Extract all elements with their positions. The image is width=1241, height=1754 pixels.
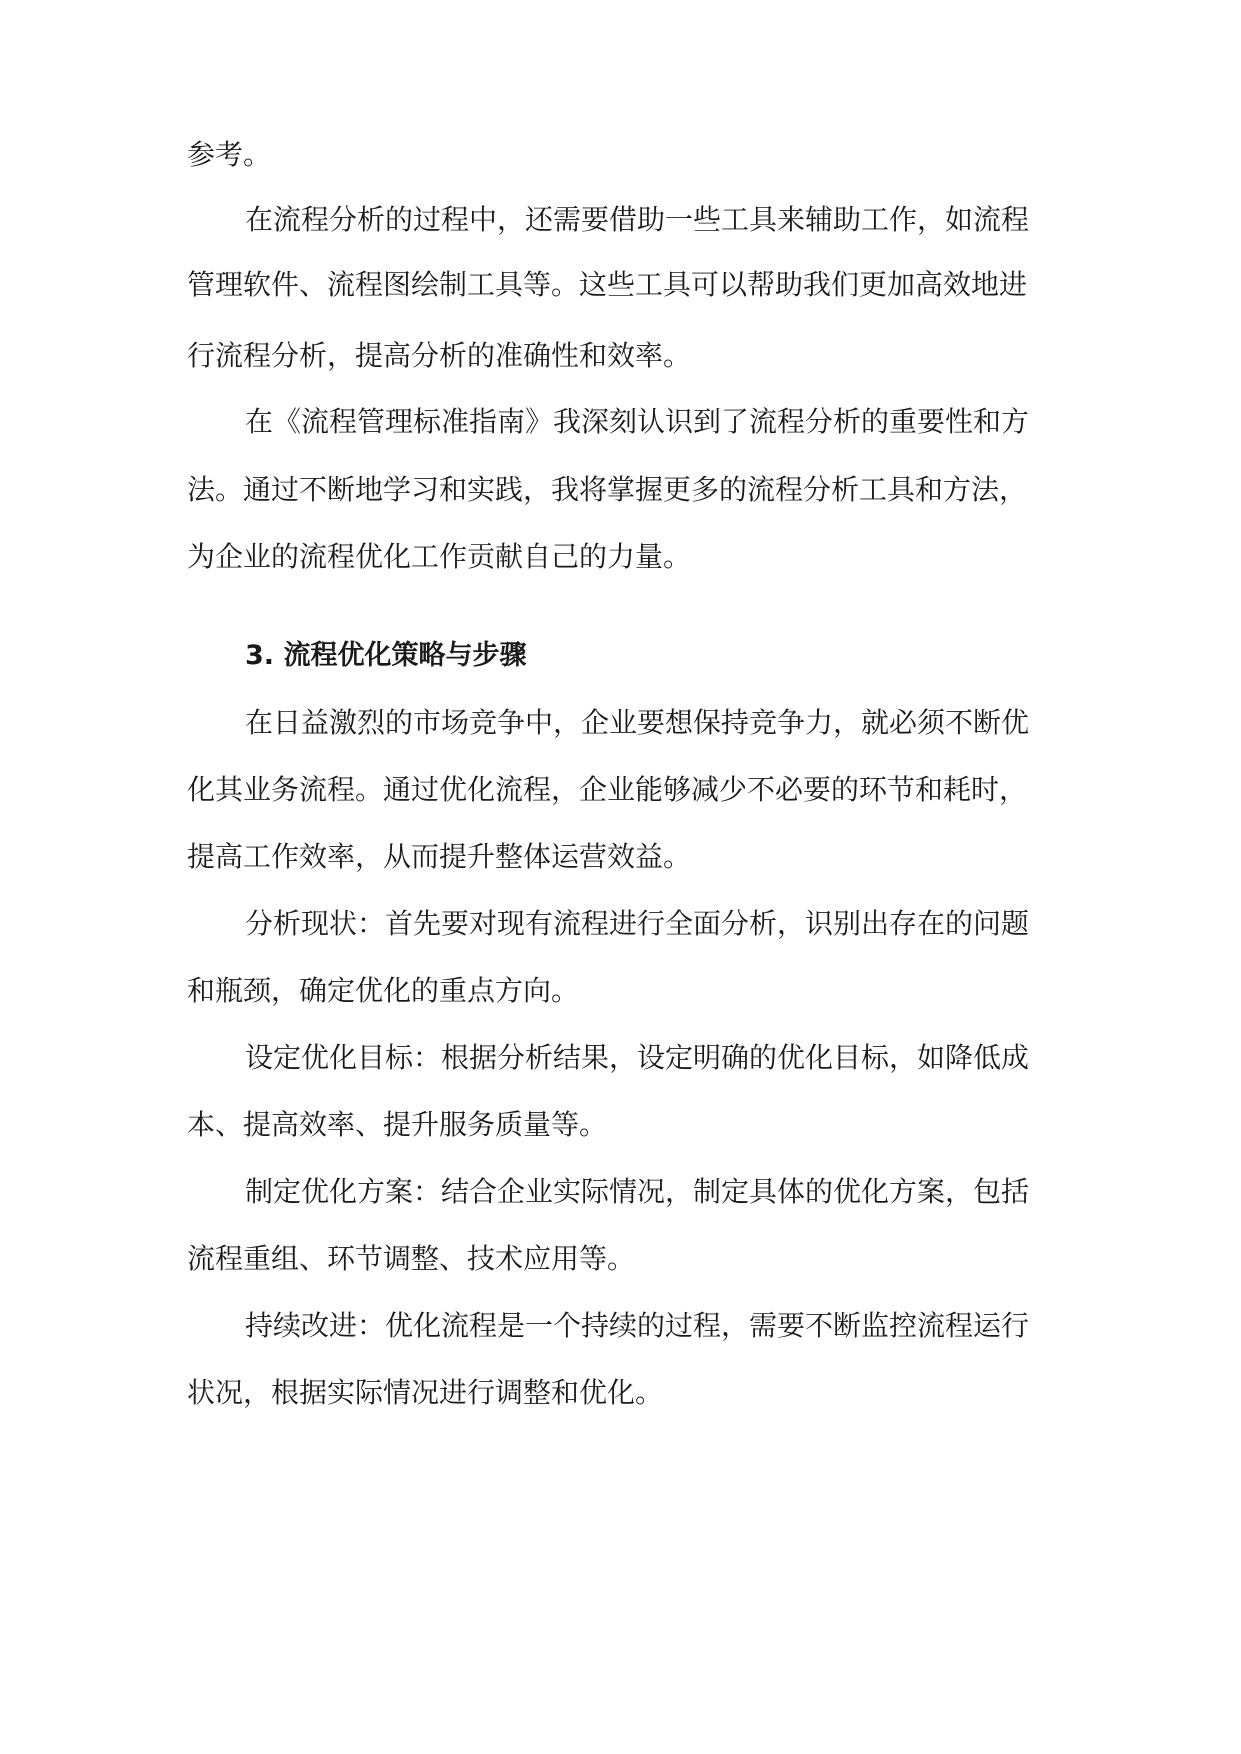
- text-line: 法。通过不断地学习和实践，我将掌握更多的流程分析工具和方法，: [187, 473, 1028, 506]
- text-line: 化其业务流程。通过优化流程，企业能够减少不必要的环节和耗时，: [187, 773, 1028, 806]
- text-line: 流程重组、环节调整、技术应用等。: [187, 1242, 636, 1275]
- text-line: 持续改进：优化流程是一个持续的过程，需要不断监控流程运行: [245, 1309, 1030, 1342]
- text-line: 分析现状：首先要对现有流程进行全面分析，识别出存在的问题: [245, 907, 1030, 940]
- text-line: 状况，根据实际情况进行调整和优化。: [187, 1376, 664, 1409]
- text-line: 和瓶颈，确定优化的重点方向。: [187, 974, 580, 1007]
- text-line: 为企业的流程优化工作贡献自己的力量。: [187, 540, 692, 573]
- text-line: 本、提高效率、提升服务质量等。: [187, 1108, 608, 1141]
- text-line: 设定优化目标：根据分析结果，设定明确的优化目标，如降低成: [245, 1041, 1030, 1074]
- text-line: 在《流程管理标准指南》我深刻认识到了流程分析的重要性和方: [245, 405, 1030, 438]
- text-line: 在日益激烈的市场竞争中，企业要想保持竞争力，就必须不断优: [245, 706, 1030, 739]
- text-line: 提高工作效率，从而提升整体运营效益。: [187, 840, 692, 873]
- text-line: 管理软件、流程图绘制工具等。这些工具可以帮助我们更加高效地进: [187, 268, 1028, 301]
- text-line: 在流程分析的过程中，还需要借助一些工具来辅助工作，如流程: [245, 203, 1030, 236]
- text-line: 行流程分析，提高分析的准确性和效率。: [187, 339, 692, 372]
- text-line: 参考。: [187, 138, 272, 171]
- text-line: 制定优化方案：结合企业实际情况，制定具体的优化方案，包括: [245, 1175, 1030, 1208]
- section-heading: 3. 流程优化策略与步骤: [245, 640, 527, 671]
